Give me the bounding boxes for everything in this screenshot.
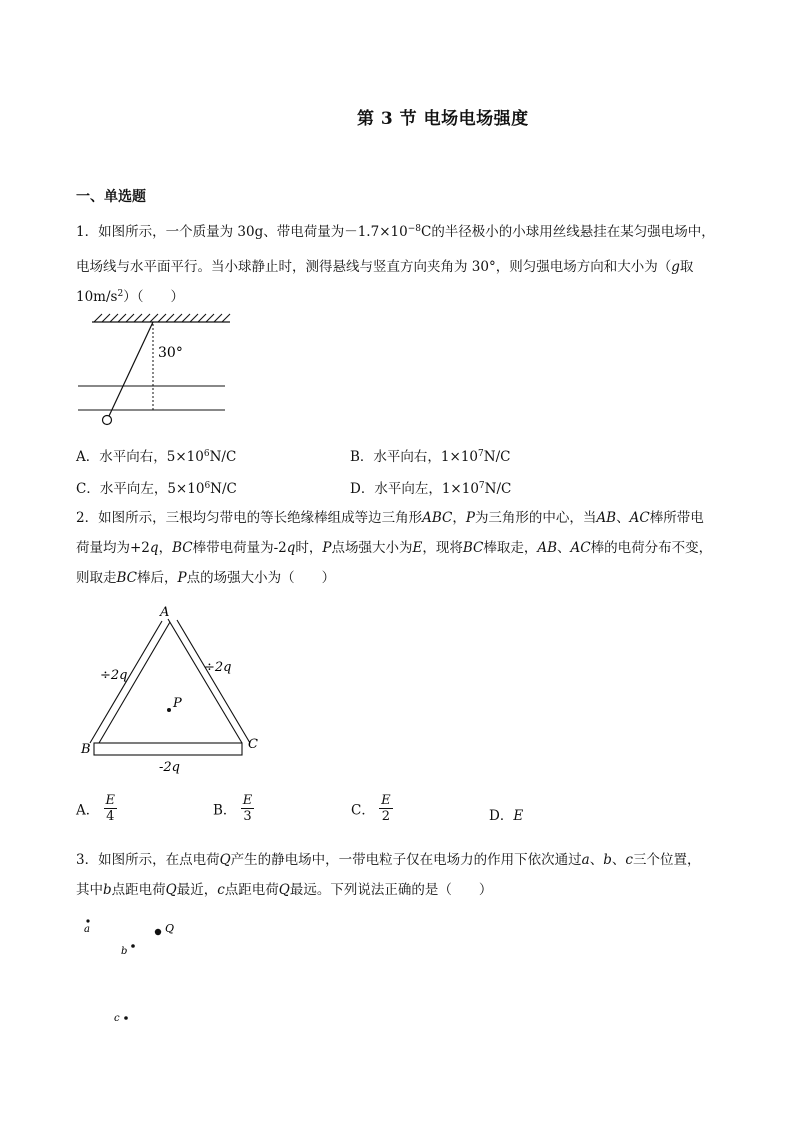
q2-option-d[interactable]: D．E: [489, 808, 524, 824]
center-point: [167, 708, 171, 712]
point-b: [131, 944, 135, 948]
q2-line-2: 荷量均为+2q，BC棒带电荷量为-2q时，P点场强大小为E，现将BC棒取走，AB、AC棒的电荷分布不变，: [76, 540, 713, 556]
q1-line-1: [76, 222, 715, 242]
section-heading: 一、单选题: [76, 189, 146, 205]
q3-figure: [76, 910, 196, 1030]
q1-option-b[interactable]: B．水平向右，$1\times 10^7N/C$: [350, 449, 511, 465]
q1-line-2: 电场线与水平面平行。当小球静止时，测得悬线与竖直方向夹角为 30°，则匀强电场方向和大小为（g取: [76, 259, 694, 275]
q2-line-3: 则取走BC棒后，P点的场强大小为（ ）: [76, 570, 336, 586]
q2-figure: [76, 600, 276, 780]
q1-option-d[interactable]: D．水平向左，$1\times 10^7N/C$: [350, 481, 512, 497]
q1-number: 1．: [76, 224, 99, 240]
q2-option-a[interactable]: A． $\frac{E}{4}$: [76, 793, 116, 824]
rod-bc: [94, 743, 242, 755]
q2-line-1: 2．如图所示，三根均匀带电的等长绝缘棒组成等边三角形ABC，P为三角形的中心，当AB、AC棒所带电: [76, 510, 704, 526]
label-q: Q: [165, 922, 175, 935]
label-a: a: [84, 924, 90, 935]
label-b: b: [121, 946, 128, 957]
vertex-a: A: [160, 605, 170, 620]
charge-label-right: ÷2q: [204, 660, 232, 675]
q1-text: 如图所示，一个质量为 30g、带电荷量为: [98, 224, 345, 240]
q3-line-1: 3．如图所示，在点电荷Q产生的静电场中，一带电粒子仅在电场力的作用下依次通过a、b、c三个位置，: [76, 852, 701, 868]
page-title: 第 3 节 电场电场强度: [357, 109, 529, 129]
vertex-b: B: [81, 742, 91, 757]
point-q: [155, 929, 161, 935]
charged-ball: [103, 416, 112, 425]
q1-text: 的半径极小的小球用丝线悬挂在某匀强电场中，: [431, 224, 715, 240]
ceiling-hatch: [94, 314, 230, 322]
q1-figure: [70, 310, 240, 432]
label-c: c: [114, 1013, 120, 1024]
angle-label: 30°: [158, 345, 183, 361]
q2-option-b[interactable]: B． $\frac{E}{3}$: [213, 793, 253, 824]
q2-option-c[interactable]: C． $\frac{E}{2}$: [351, 793, 391, 824]
q3-line-2: 其中b点距电荷Q最近，c点距电荷Q最远。下列说法正确的是（ ）: [76, 882, 493, 898]
point-c: [124, 1016, 128, 1020]
center-label: P: [173, 696, 182, 711]
q1-option-c[interactable]: C．水平向左，$5\times 10^6N/C$: [76, 481, 237, 497]
charge-label-bottom: -2q: [159, 760, 180, 775]
vertex-c: C: [248, 737, 258, 752]
charge-label-left: ÷2q: [100, 668, 128, 683]
q1-line-3: $10m/s^2$）（ ）: [76, 289, 184, 305]
point-a: [86, 919, 89, 922]
suspension-thread: [109, 322, 153, 416]
q1-option-a[interactable]: A．水平向右，$5\times 10^6N/C$: [76, 449, 237, 465]
q1-charge: $-1.7\times 10^{-8}C$: [344, 224, 432, 240]
rod-ac: [168, 619, 250, 743]
